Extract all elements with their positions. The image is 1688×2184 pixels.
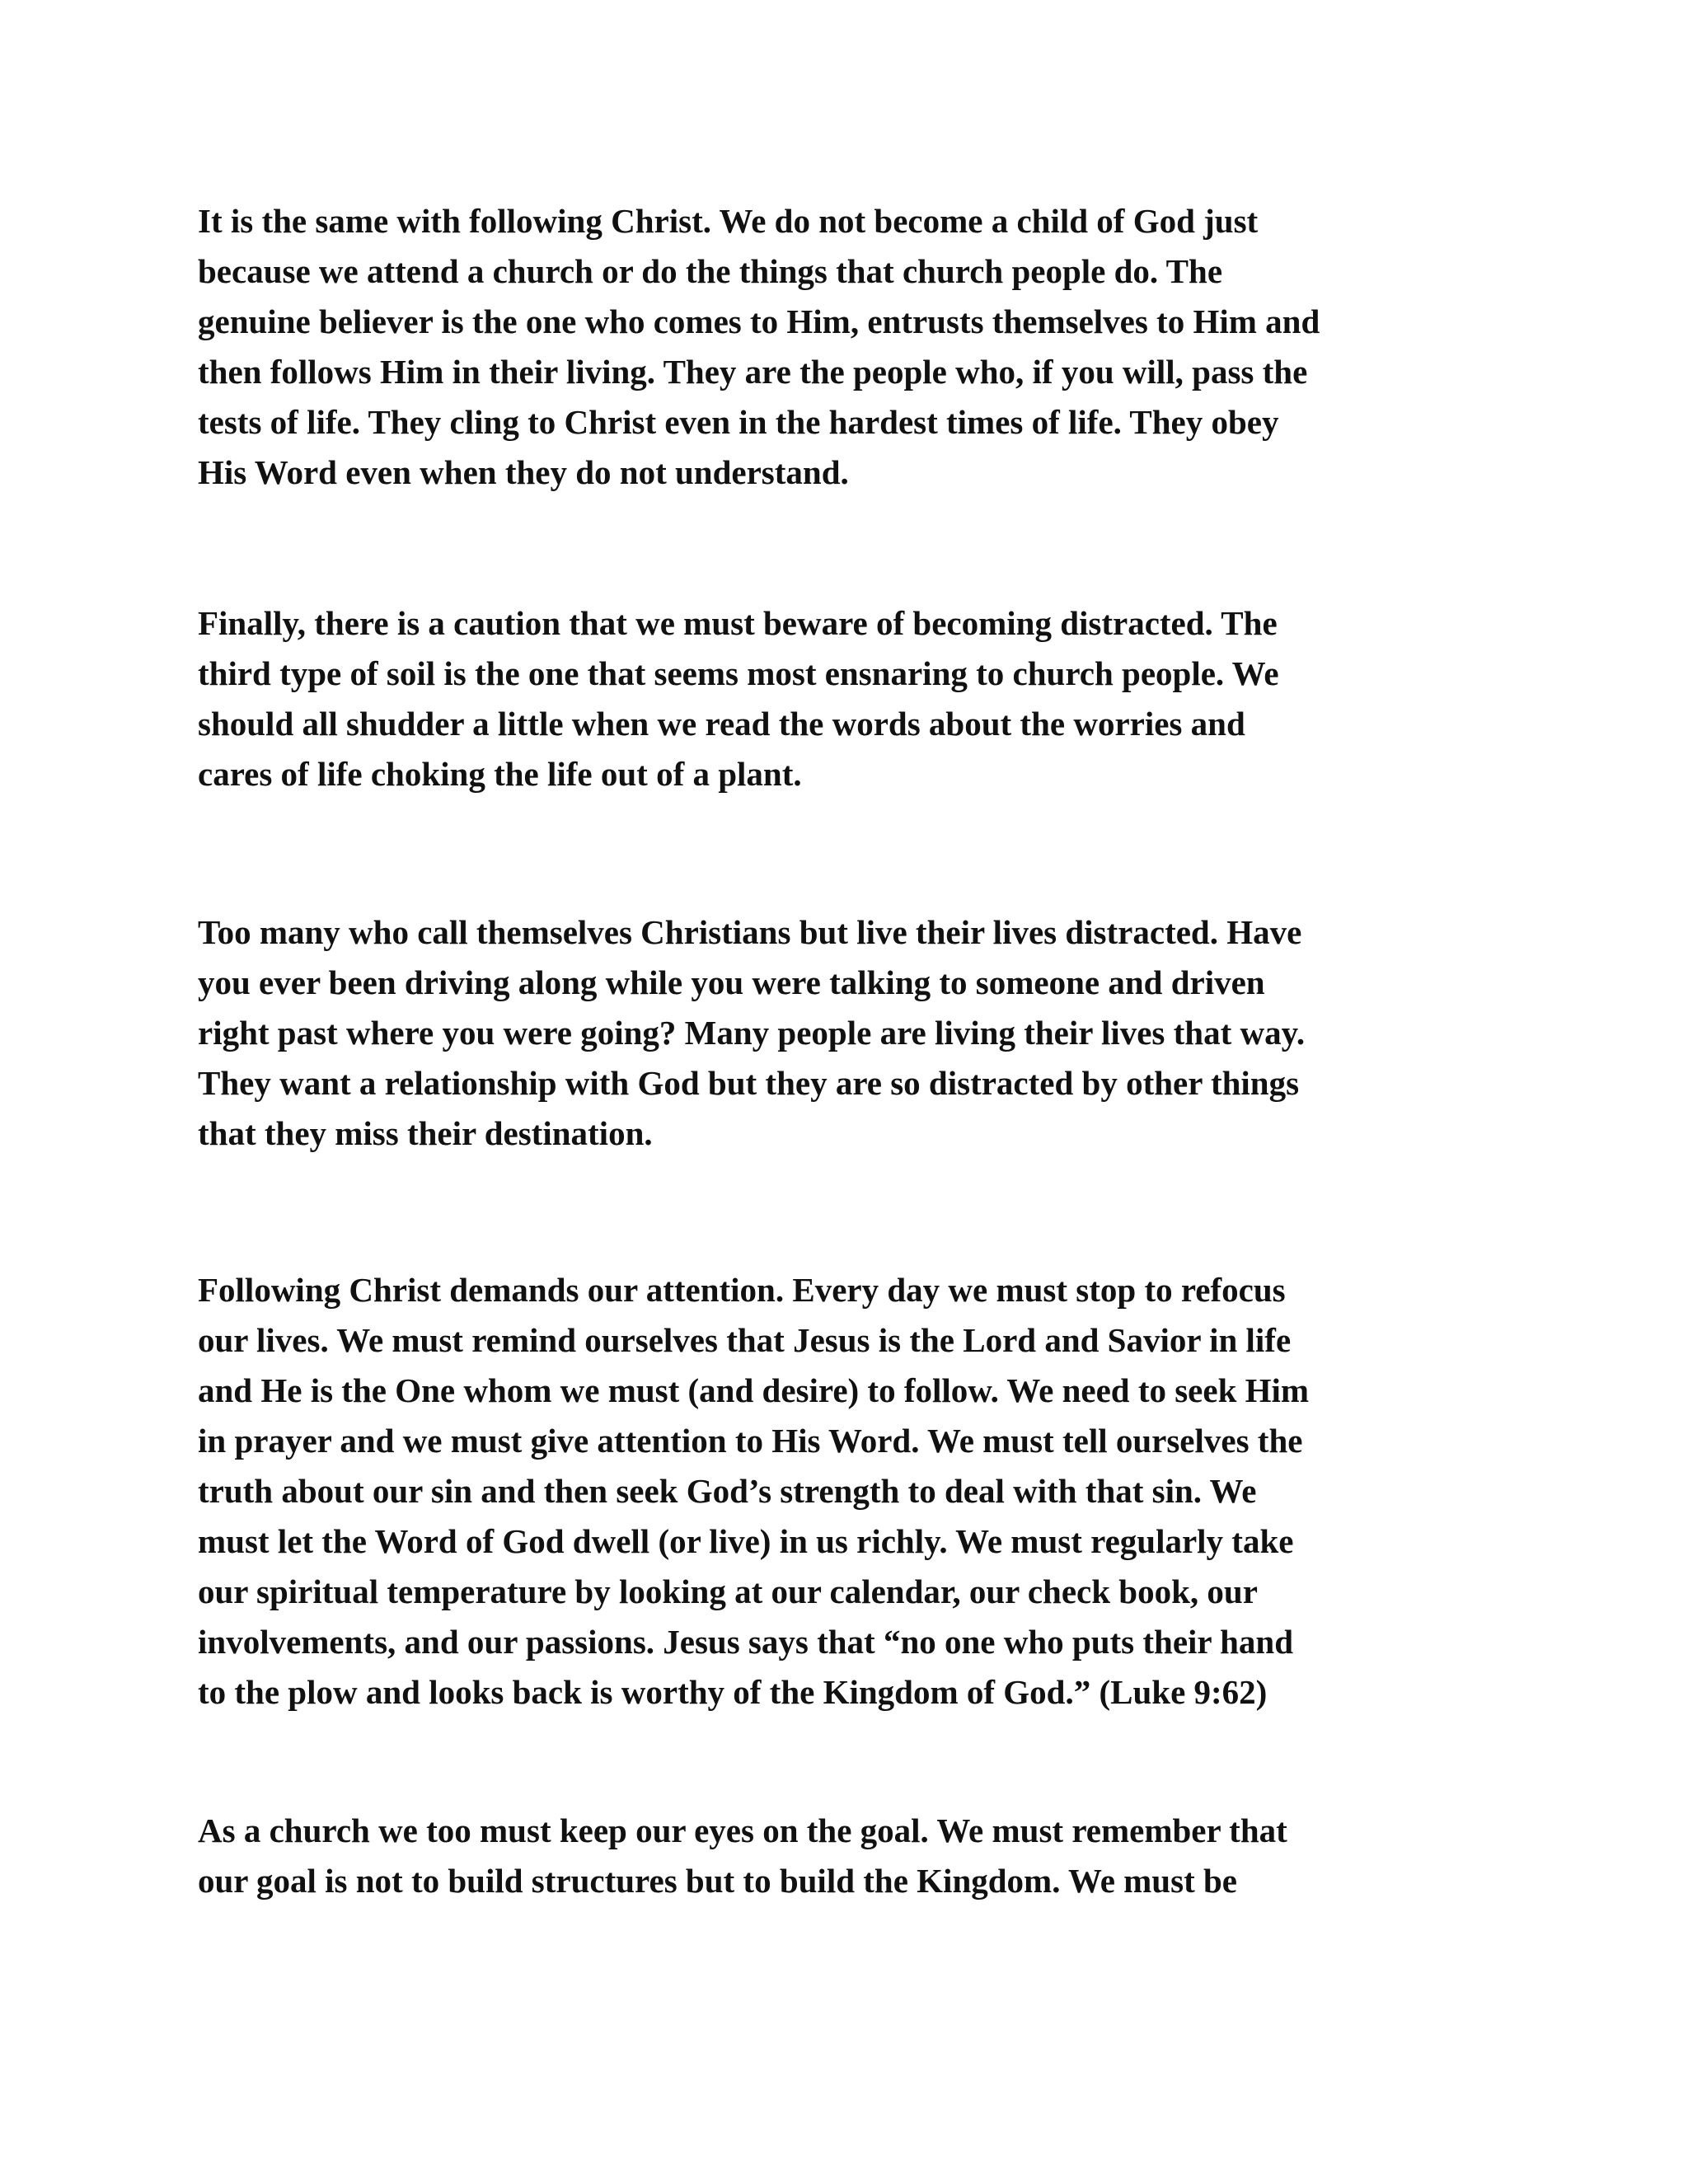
- text-line: Finally, there is a caution that we must beware of becoming distracted. The: [198, 604, 1278, 642]
- text-line: must let the Word of God dwell (or live) in us richly. We must regularly take: [198, 1522, 1294, 1560]
- text-line: involvements, and our passions. Jesus says that “no one who puts their hand: [198, 1623, 1294, 1661]
- text-line: you ever been driving along while you were talking to someone and driven: [198, 963, 1265, 1001]
- text-line: Too many who call themselves Christians but live their lives distracted. Have: [198, 913, 1302, 951]
- text-line: As a church we too must keep our eyes on the goal. We must remember that: [198, 1811, 1287, 1849]
- text-line: in prayer and we must give attention to His Word. We must tell ourselves the: [198, 1422, 1303, 1460]
- paragraph-3: [198, 907, 1484, 1159]
- text-line: third type of soil is the one that seems most ensnaring to church people. We: [198, 654, 1279, 692]
- text-line: cares of life choking the life out of a plant.: [198, 755, 802, 793]
- text-line: It is the same with following Christ. We do not become a child of God just: [198, 202, 1259, 240]
- text-line: to the plow and looks back is worthy of the Kingdom of God.” (Luke 9:62): [198, 1673, 1268, 1711]
- text-line: our lives. We must remind ourselves that Jesus is the Lord and Savior in life: [198, 1321, 1292, 1359]
- text-line: right past where you were going? Many people are living their lives that way.: [198, 1014, 1306, 1052]
- paragraph-2: [198, 598, 1484, 799]
- paragraph-5: [198, 1806, 1484, 1906]
- text-line: our goal is not to build structures but to build the Kingdom. We must be: [198, 1862, 1237, 1900]
- paragraph-1: [198, 196, 1484, 498]
- text-line: that they miss their destination.: [198, 1114, 653, 1152]
- text-line: then follows Him in their living. They are the people who, if you will, pass the: [198, 353, 1308, 391]
- text-line: because we attend a church or do the things that church people do. The: [198, 252, 1223, 290]
- paragraph-4: [198, 1265, 1484, 1718]
- text-line: genuine believer is the one who comes to Him, entrusts themselves to Him and: [198, 302, 1320, 340]
- text-line: truth about our sin and then seek God’s strength to deal with that sin. We: [198, 1472, 1257, 1510]
- text-line: should all shudder a little when we read the words about the worries and: [198, 705, 1245, 743]
- text-line: and He is the One whom we must (and desire) to follow. We need to seek Him: [198, 1371, 1310, 1409]
- text-line: tests of life. They cling to Christ even in the hardest times of life. They obey: [198, 403, 1279, 441]
- text-line: Following Christ demands our attention. Every day we must stop to refocus: [198, 1271, 1286, 1309]
- text-line: They want a relationship with God but they are so distracted by other things: [198, 1064, 1300, 1102]
- text-line: our spiritual temperature by looking at our calendar, our check book, our: [198, 1572, 1258, 1610]
- text-line: His Word even when they do not understand.: [198, 453, 849, 491]
